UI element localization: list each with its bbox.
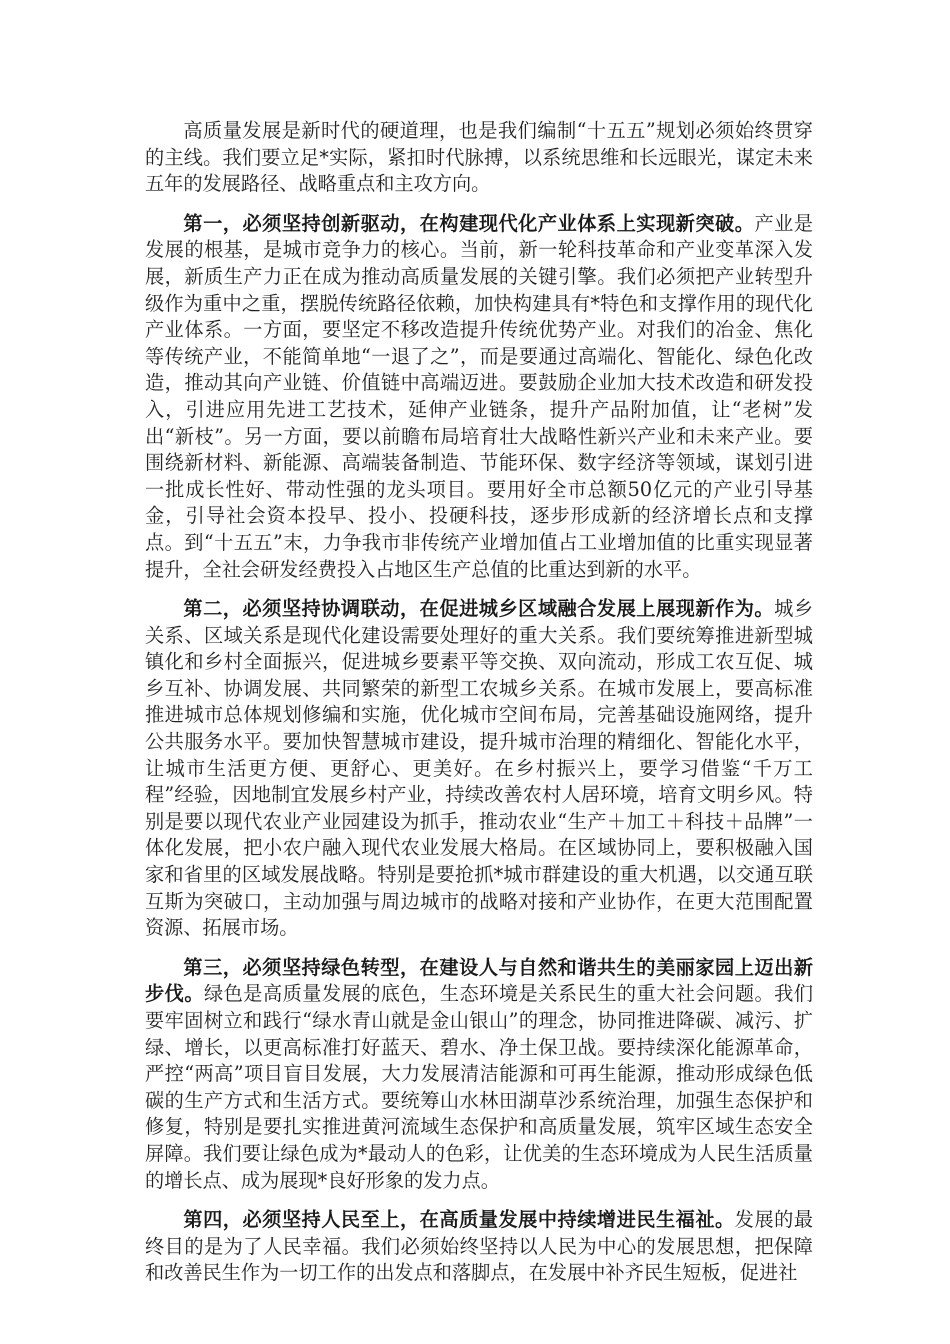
paragraph-body: 绿色是高质量发展的底色，生态环境是关系民生的重大社会问题。我们要牢固树立和践行“绿水青山就是金山银山”的理念，协同推进降碳、减污、扩绿、增长，以更高标准打好蓝天、碧水、净土保卫战。要持续深化能源革命，严控“两高”项目盲目发展，大力发展清洁能源和可再生能源，推动形成绿色低碳的生产方式和生活方式。要统筹山水林田湖草沙系统治理，加强生态保护和修复，特别是要扎实推进黄河流域生态保护和高质量发展，筑牢区域生态安全屏障。我们要让绿色成为*最动人的色彩，让优美的生态环境成为人民生活质量的增长点、成为展现*良好形象的发力点。 — [145, 982, 813, 1192]
paragraph-body: 发展的最终目的是为了人民幸福。我们必须始终坚持以人民为中心的发展思想，把保障和改善民生作为一切工作的出发点和落脚点，在发展中补齐民生短板，促进社 — [145, 1208, 814, 1285]
paragraph-lead: 第二，必须坚持协调联动，在促进城乡区域融合发展上展现新作为。 — [183, 597, 775, 621]
intro-paragraph — [145, 118, 813, 198]
paragraph-second-point — [145, 596, 813, 942]
paragraph-lead: 第一，必须坚持创新驱动，在构建现代化产业体系上实现新突破。 — [183, 211, 755, 235]
paragraph-body: 产业是发展的根基，是城市竞争力的核心。当前，新一轮科技革命和产业变革深入发展，新质生产力正在成为推动高质量发展的关键引擎。我们必须把产业转型升级作为重中之重，摆脱传统路径依赖，加快构建具有*特色和支撑作用的现代化产业体系。一方面，要坚定不移改造提升传统优势产业。对我们的冶金、焦化等传统产业，不能简单地“一退了之”，而是要通过高端化、智能化、绿色化改造，推动其向产业链、价值链中高端迈进。要鼓励企业加大技术改造和研发投入，引进应用先进工艺技术，延伸产业链条，提升产品附加值，让“老树”发出“新枝”。另一方面，要以前瞻布局培育壮大战略性新兴产业和未来产业。要围绕新材料、新能源、高端装备制造、节能环保、数字经济等领域，谋划引进一批成长性好、带动性强的龙头项目。要用好全市总额50亿元的产业引导基金，引导社会资本投早、投小、投硬科技，逐步形成新的经济增长点和支撑点。到“十五五”末，力争我市非传统产业增加值占工业增加值的比重实现显著提升，全社会研发经费投入占地区生产总值的比重达到新的水平。 — [145, 211, 814, 581]
paragraph-lead: 第四，必须坚持人民至上，在高质量发展中持续增进民生福祉。 — [183, 1208, 735, 1232]
paragraph-first-point — [145, 211, 813, 583]
paragraph-body: 高质量发展是新时代的硬道理，也是我们编制“十五五”规划必须始终贯穿的主线。我们要立足*实际，紧扣时代脉搏，以系统思维和长远眼光，谋定未来五年的发展路径、战略重点和主攻方向。 — [145, 119, 813, 196]
paragraph-fourth-point — [145, 1207, 813, 1287]
document-page — [145, 118, 813, 1300]
paragraph-third-point — [145, 955, 813, 1194]
paragraph-body: 城乡关系、区域关系是现代化建设需要处理好的重大关系。我们要统筹推进新型城镇化和乡村全面振兴，促进城乡要素平等交换、双向流动，形成工农互促、城乡互补、协调发展、共同繁荣的新型工农城乡关系。在城市发展上，要高标准推进城市总体规划修编和实施，优化城市空间布局，完善基础设施网络，提升公共服务水平。要加快智慧城市建设，提升城市治理的精细化、智能化水平，让城市生活更方便、更舒心、更美好。在乡村振兴上，要学习借鉴“千万工程”经验，因地制宜发展乡村产业，持续改善农村人居环境，培育文明乡风。特别是要以现代农业产业园建设为抓手，推动农业“生产＋加工＋科技＋品牌”一体化发展，把小农户融入现代农业发展大格局。在区域协同上，要积极融入国家和省里的区域发展战略。特别是要抢抓*城市群建设的重大机遇，以交通互联互斯为突破口，主动加强与周边城市的战略对接和产业协作，在更大范围配置资源、拓展市场。 — [145, 597, 814, 940]
paragraph-lead: 第三，必须坚持绿色转型，在建设人与自然和谐共生的美丽家园上迈出新步伐。 — [145, 955, 813, 1006]
